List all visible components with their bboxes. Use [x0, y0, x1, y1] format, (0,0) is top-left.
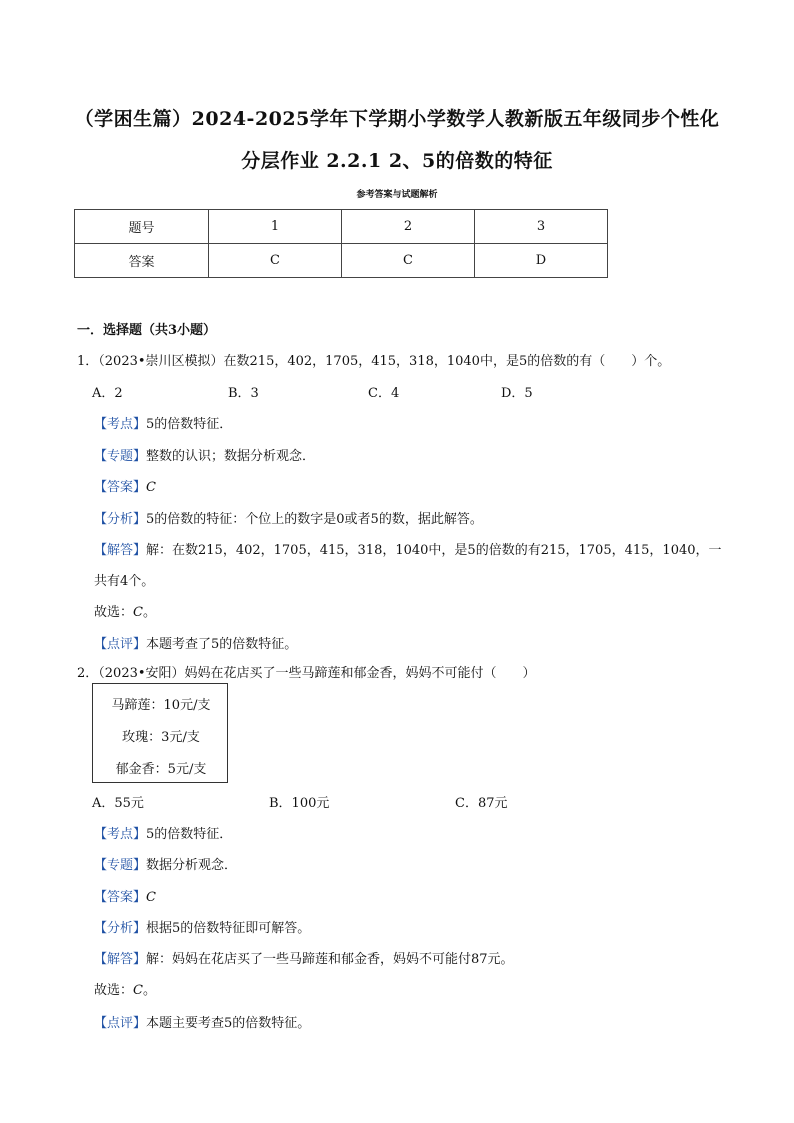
q2-option-a: A．55元 [92, 796, 144, 811]
price-box [92, 683, 228, 783]
dianping-label: 【点评】 [94, 1016, 147, 1031]
guxuan-suffix: 。 [142, 605, 156, 620]
q2-zhuanti-text: 数据分析观念． [146, 858, 238, 873]
guxuan-answer: C [133, 605, 143, 620]
guxuan-prefix: 故选： [94, 983, 134, 998]
jieda-label: 【解答】 [94, 952, 147, 967]
q2-jieda-text: 解：妈妈在花店买了一些马蹄莲和郁金香，妈妈不可能付87元。 [146, 952, 514, 967]
fenxi-label: 【分析】 [94, 921, 147, 936]
q2-daan [94, 886, 156, 905]
price-item: 马蹄莲：10元/支 [111, 698, 211, 713]
q1-daan [94, 476, 156, 495]
q1-dianping [94, 633, 297, 652]
q1-option-b: B．3 [228, 386, 259, 401]
q1-jieda-cont: 共有4个。 [94, 574, 155, 589]
table-cell: 2 [342, 210, 475, 244]
q2-kaodian [94, 823, 232, 842]
q1-option-c: C．4 [368, 386, 400, 401]
page-title-line1: （学困生篇）2024-2025学年下学期小学数学人教新版五年级同步个性化 [74, 108, 720, 130]
guxuan-suffix: 。 [142, 983, 156, 998]
price-item: 玫瑰：3元/支 [122, 730, 200, 745]
jieda-label: 【解答】 [94, 543, 147, 558]
guxuan-prefix: 故选： [94, 605, 134, 620]
question-1-stem: 1．（2023•崇川区模拟）在数215，402，1705，415，318，1040中，是5的倍数的有（ ）个。 [77, 354, 671, 369]
page-subtitle: 参考答案与试题解析 [356, 190, 438, 200]
daan-label: 【答案】 [94, 480, 147, 495]
table-header-cell: 答案 [75, 244, 209, 278]
q1-zhuanti [94, 445, 315, 464]
dianping-label: 【点评】 [94, 637, 147, 652]
table-cell: C [209, 244, 342, 278]
q2-zhuanti [94, 854, 237, 873]
q1-daan-text: C [146, 480, 156, 495]
table-cell: 3 [475, 210, 608, 244]
q2-dianping-text: 本题主要考查5的倍数特征。 [146, 1016, 311, 1031]
q2-daan-text: C [146, 890, 156, 905]
q1-dianping-text: 本题考查了5的倍数特征。 [146, 637, 298, 652]
answer-table [74, 209, 608, 278]
q1-kaodian-text: 5的倍数特征． [146, 417, 233, 432]
table-cell: D [475, 244, 608, 278]
q2-option-c: C．87元 [455, 796, 508, 811]
price-item: 郁金香：5元/支 [115, 762, 207, 777]
table-cell: 1 [209, 210, 342, 244]
section-title: 一．选择题（共3小题） [77, 323, 217, 338]
q2-guxuan [94, 979, 156, 998]
daan-label: 【答案】 [94, 890, 147, 905]
table-row [75, 210, 608, 244]
guxuan-answer: C [133, 983, 143, 998]
q1-option-a: A．2 [92, 386, 123, 401]
table-cell: C [342, 244, 475, 278]
zhuanti-label: 【专题】 [94, 858, 147, 873]
q1-jieda-text: 解：在数215，402，1705，415，318，1040中，是5的倍数的有215，1705，415，1040，一 [146, 543, 722, 558]
q2-fenxi [94, 917, 310, 936]
page-title-line2: 分层作业 2.2.1 2、5的倍数的特征 [241, 150, 553, 172]
q2-kaodian-text: 5的倍数特征． [146, 827, 233, 842]
q1-fenxi [94, 508, 483, 527]
q2-option-b: B．100元 [269, 796, 330, 811]
q2-fenxi-text: 根据5的倍数特征即可解答。 [146, 921, 311, 936]
q2-dianping [94, 1012, 310, 1031]
fenxi-label: 【分析】 [94, 512, 147, 527]
table-row [75, 244, 608, 278]
q1-kaodian [94, 413, 232, 432]
q1-option-d: D．5 [501, 386, 533, 401]
zhuanti-label: 【专题】 [94, 449, 147, 464]
table-header-cell: 题号 [75, 210, 209, 244]
kaodian-label: 【考点】 [94, 417, 147, 432]
q1-fenxi-text: 5的倍数的特征：个位上的数字是0或者5的数，据此解答。 [146, 512, 483, 527]
question-2-stem: 2．（2023•安阳）妈妈在花店买了一些马蹄莲和郁金香，妈妈不可能付（ ） [77, 666, 536, 681]
kaodian-label: 【考点】 [94, 827, 147, 842]
q1-zhuanti-text: 整数的认识；数据分析观念． [146, 449, 316, 464]
q2-jieda [94, 948, 514, 967]
q1-guxuan [94, 601, 156, 620]
q1-jieda [94, 539, 722, 558]
